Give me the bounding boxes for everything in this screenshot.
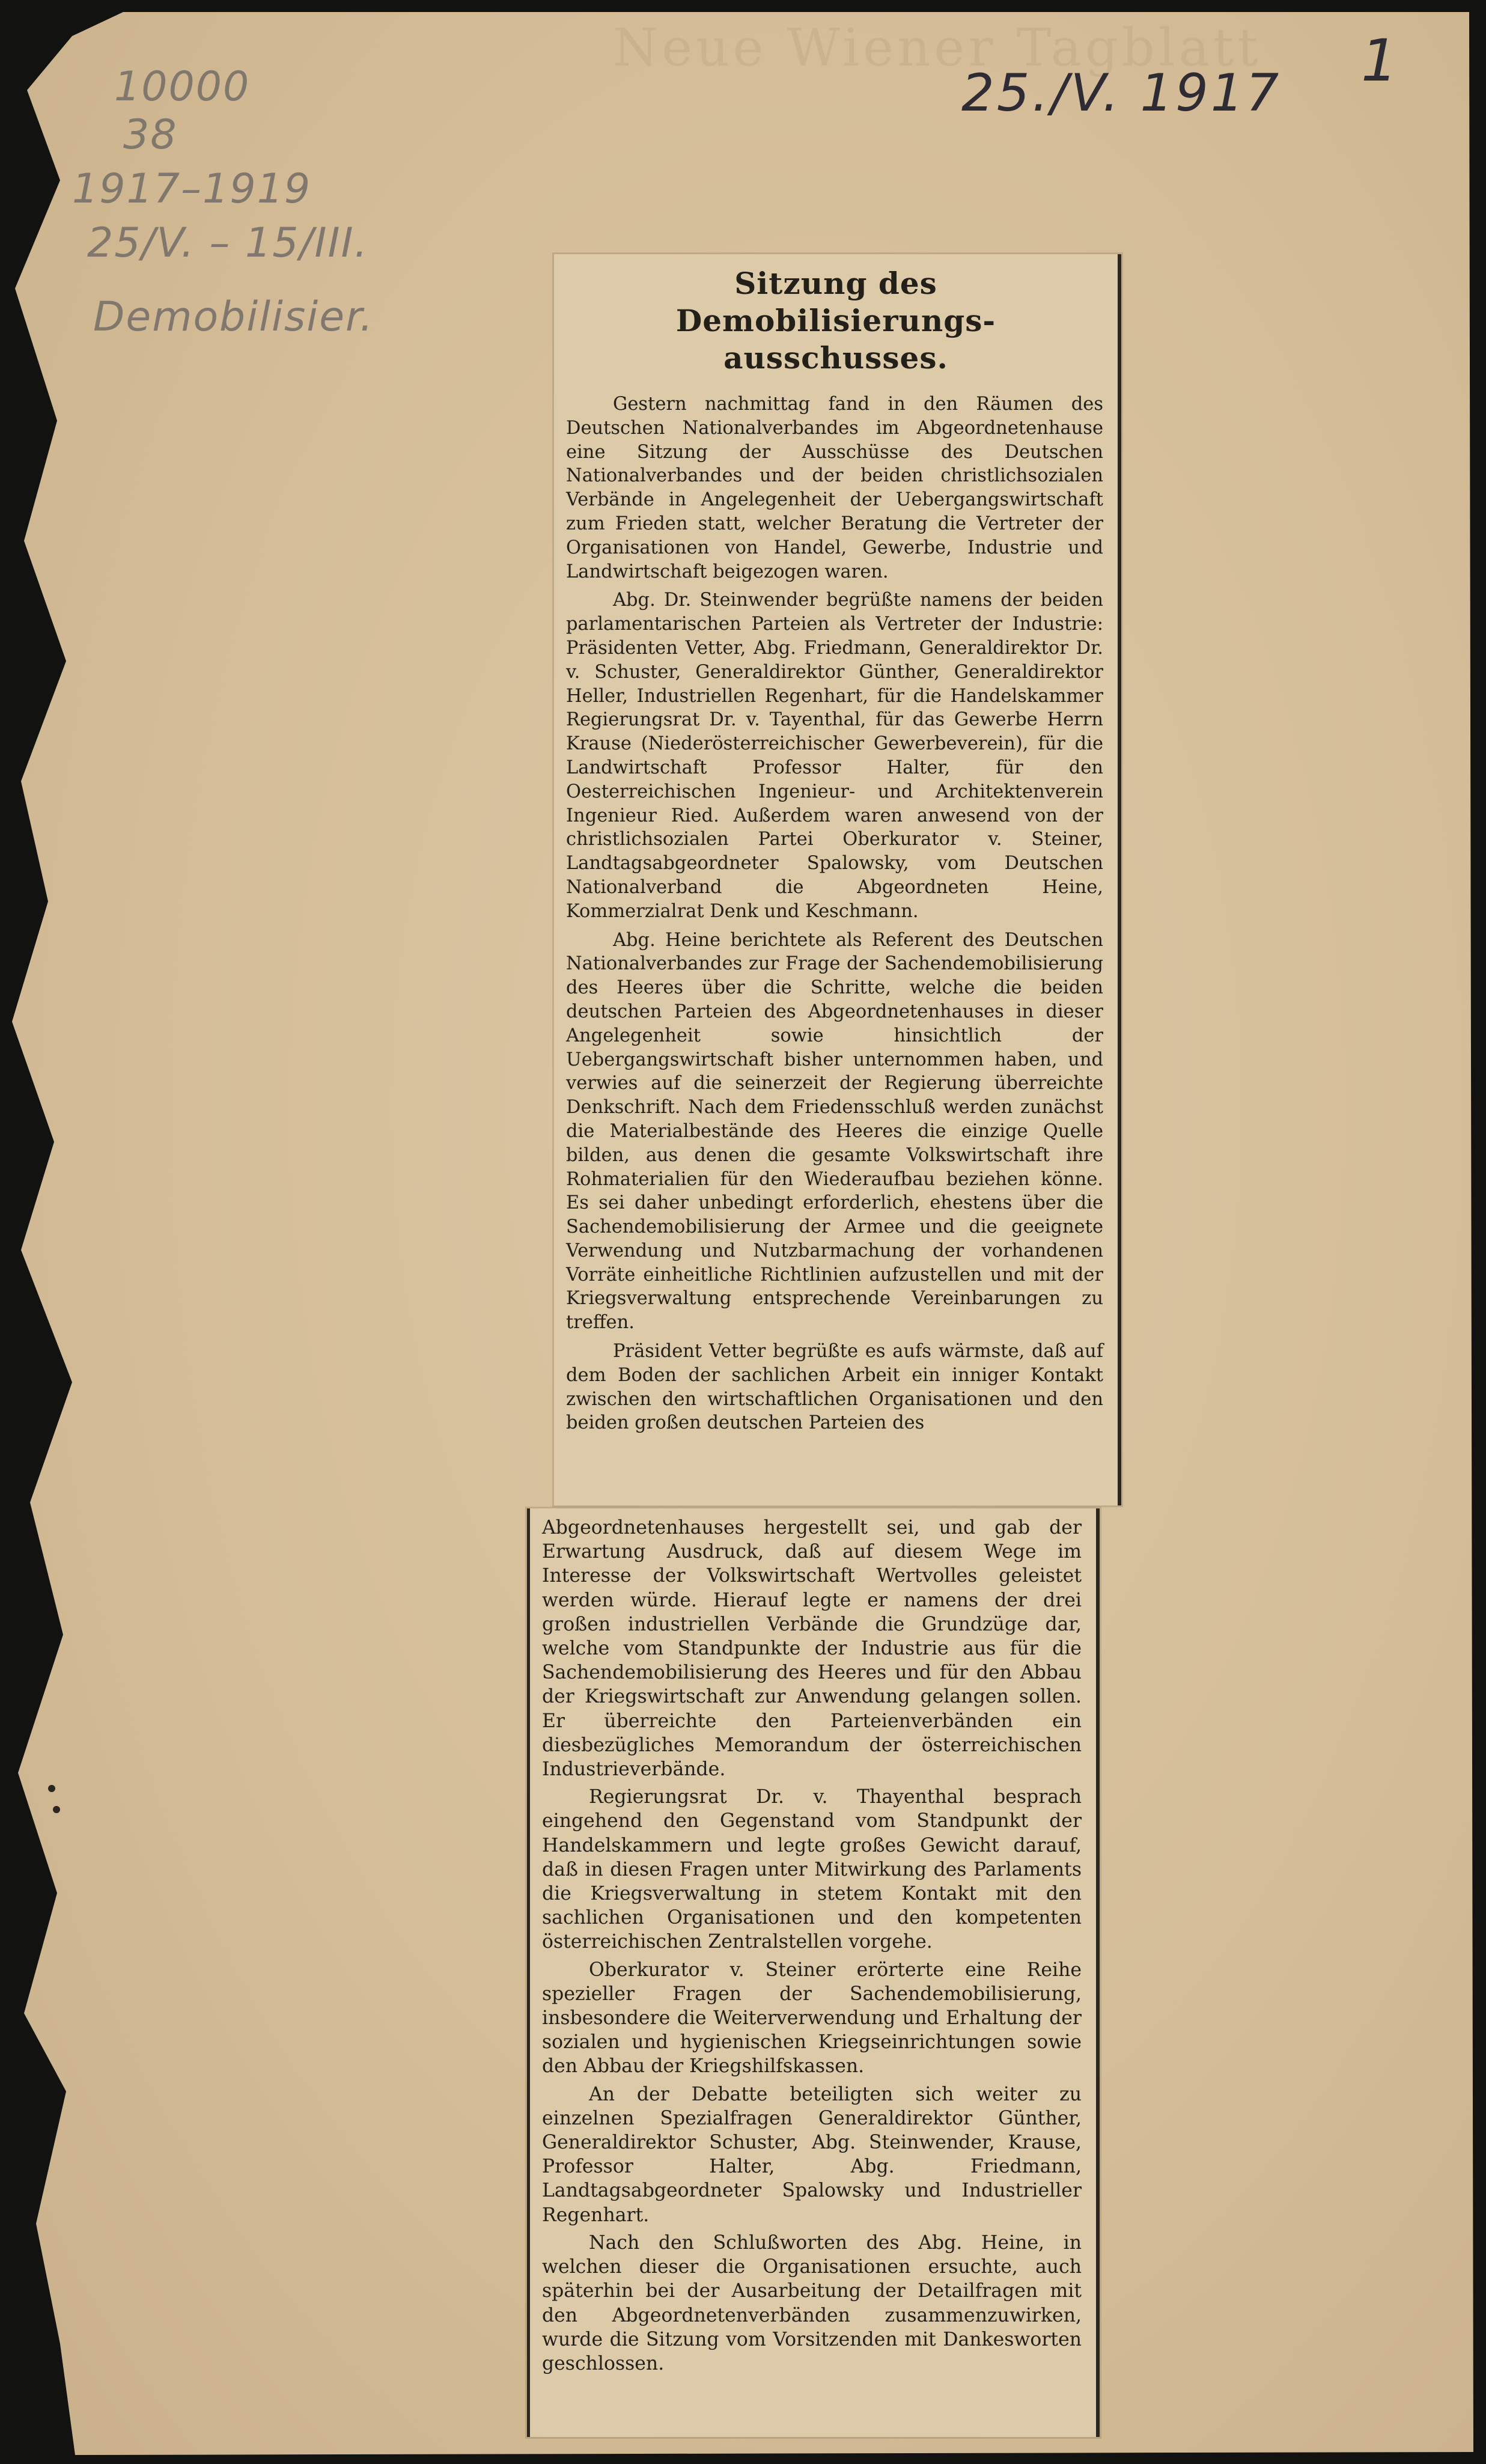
ink-spot xyxy=(53,1806,60,1813)
article-headline: Sitzung des Demobilisierungs-ausschusses. xyxy=(675,266,996,376)
article-paragraph: Präsident Vetter begrüßte es aufs wärmste, daß auf dem Boden der sachlichen Arbeit ein inniger Kontakt zwischen den wirtschaftlichen Organisationen und den beiden großen deutschen Parteien des xyxy=(566,1341,1103,1434)
archive-topic: Demobilisier. xyxy=(93,293,374,341)
archive-range: 25/V. – 15/III. xyxy=(87,219,369,267)
newspaper-masthead: Neue Wiener Tagblatt xyxy=(613,18,1262,78)
article-paragraph: Abg. Heine berichtete als Referent des Deutschen Nationalverbandes zur Frage der Sachendemobilisierung des Heeres über die Schritte, welche die beiden deutschen Parteien des Abgeordnetenhauses in dieser Angelegenheit sowie hinsichtlich der Uebergangswirtschaft bisher unternommen haben, und verwies auf die seinerzeit der Regierung überreichte Denkschrift. Nach dem Friedensschluß werden zunächst die Materialbestände des Heeres die einzige Quelle bilden, aus denen die gesamte Volkswirtschaft ihre Rohmaterialien für den Wiederaufbau beziehen könne. Es sei daher unbedingt erforderlich, ehestens über die Sachendemobilisierung der Armee und die geeignete Verwendung und Nutzbarmachung der vorhandenen Vorräte einheitliche Richtlinien aufzustellen und mit der Kriegsverwaltung entsprechende Vereinbarungen zu treffen. xyxy=(566,929,1103,1334)
page-number: 1 xyxy=(1361,27,1401,94)
clipping-column-1 xyxy=(554,254,1121,1505)
article-paragraph: Oberkurator v. Steiner erörterte eine Reihe spezieller Fragen der Sachendemobilisierung, insbesondere die Weiterverwendung und Erhaltung der sozialen und hygienischen Kriegseinrichtungen sowie den Abbau der Kriegshilfskassen. xyxy=(542,1959,1082,2078)
archive-number: 10000 xyxy=(114,63,251,111)
archive-years: 1917–1919 xyxy=(72,165,312,213)
article-paragraph: Regierungsrat Dr. v. Thayenthal besprach eingehend den Gegenstand vom Standpunkt der Handelskammern und legte großes Gewicht darauf, daß in diesen Fragen unter Mitwirkung des Parlaments die Kriegsverwaltung in stetem Kontakt mit den sachlichen Organisationen und den kompetenten österreichischen Zentralstellen vorgehe. xyxy=(542,1786,1082,1953)
article-paragraph: Abg. Dr. Steinwender begrüßte namens der beiden parlamentarischen Parteien als Vertreter der Industrie: Präsidenten Vetter, Abg. Friedmann, Generaldirektor Dr. v. Schuster, Generaldirektor Günther, Generaldirektor Heller, Industriellen Regenhart, für die Handelskammer Regierungsrat Dr. v. Tayenthal, für das Gewerbe Herrn Krause (Niederösterreichischer Gewerbeverein), für die Landwirtschaft Professor Halter, für den Oesterreichischen Ingenieur- und Architektenverein Ingenieur Ried. Außerdem waren anwesend von der christlichsozialen Partei Oberkurator v. Steiner, Landtagsabgeordneter Spalowsky, vom Deutschen Nationalverband die Abgeordneten Heine, Kommerzialrat Denk und Keschmann. xyxy=(566,590,1103,922)
archive-box: 38 xyxy=(123,111,178,159)
article-paragraph: Gestern nachmittag fand in den Räumen des Deutschen Nationalverbandes im Abgeordnetenhause eine Sitzung der Ausschüsse des Deutschen Nationalverbandes und der beiden christlichsozialen Verbände in Angelegenheit der Uebergangswirtschaft zum Frieden statt, welcher Beratung die Vertreter der Organisationen von Handel, Gewerbe, Industrie und Landwirtschaft beigezogen waren. xyxy=(566,394,1103,582)
clipping-column-2 xyxy=(527,1508,1100,2437)
ink-spot xyxy=(48,1785,55,1792)
article-paragraph: An der Debatte beteiligten sich weiter zu einzelnen Spezialfragen Generaldirektor Günther, Generaldirektor Schuster, Abg. Steinwender, Krause, Professor Halter, Abg. Friedmann, Landtagsabgeordneter Spalowsky und Industrieller Regenhart. xyxy=(542,2083,1082,2226)
article-paragraph: Nach den Schlußworten des Abg. Heine, in welchen dieser die Organisationen ersuchte, auch späterhin bei der Ausarbeitung der Detailfragen mit den Abgeordnetenverbänden zusammenzuwirken, wurde die Sitzung vom Vorsitzenden mit Dankesworten geschlossen. xyxy=(542,2231,1082,2374)
handwritten-date: 25./V. 1917 xyxy=(961,63,1282,123)
article-paragraph: Abgeordnetenhauses hergestellt sei, und gab der Erwartung Ausdruck, daß auf diesem Wege im Interesse der Volkswirtschaft Wertvolles geleistet werden würde. Hierauf legte er namens der drei großen industriellen Verbände die Grundzüge dar, welche vom Standpunkte der Industrie aus für die Sachendemobilisierung des Heeres und für den Abbau der Kriegswirtschaft zur Anwendung gelangen sollen. Er überreichte den Parteienverbänden ein diesbezügliches Memorandum der österreichischen Industrieverbände. xyxy=(542,1517,1082,1781)
